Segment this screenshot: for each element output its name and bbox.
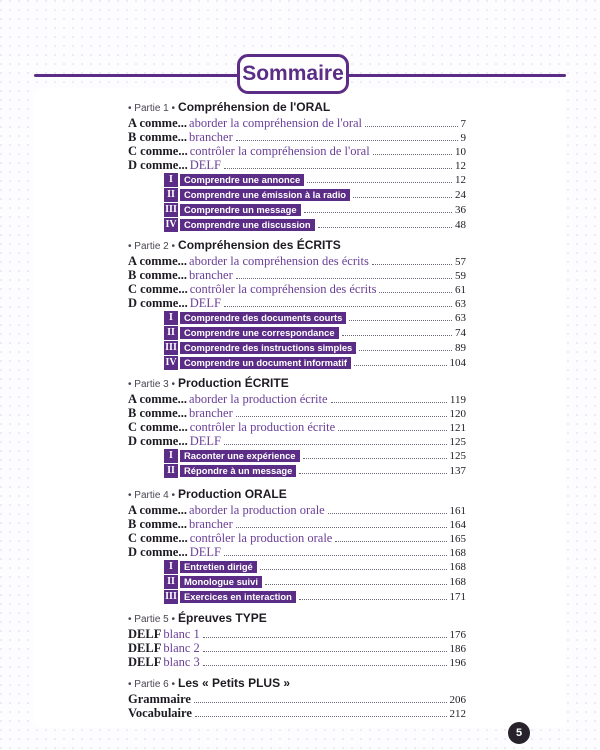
leader-dots [224, 306, 452, 307]
part-prefix: • Partie 1 • [128, 103, 176, 114]
subsection-row[interactable] [164, 589, 466, 604]
toc-row[interactable] [128, 420, 466, 434]
leader-dots [194, 702, 447, 703]
subsection-row[interactable] [164, 187, 466, 202]
row-letter: C comme... [128, 531, 188, 545]
toc-row[interactable] [128, 116, 466, 130]
row-letter: D comme... [128, 296, 188, 310]
section-number: I [164, 173, 178, 187]
section-title: Monologue suivi [180, 576, 262, 588]
section-page: 48 [455, 218, 466, 231]
subsection-row[interactable] [164, 340, 466, 355]
leader-dots [260, 569, 447, 570]
row-letter: D comme... [128, 158, 188, 172]
subsection-row[interactable] [164, 559, 466, 574]
part-2 [128, 238, 466, 370]
leader-dots [354, 365, 446, 366]
row-topic: DELF [189, 158, 221, 172]
row-label: Vocabulaire [128, 706, 192, 720]
toc-row[interactable] [128, 254, 466, 268]
toc-row[interactable] [128, 268, 466, 282]
section-page: 104 [449, 356, 466, 369]
row-page: 212 [449, 708, 466, 720]
leader-dots [236, 416, 447, 417]
section-title: Exercices en interaction [180, 591, 296, 603]
leader-dots [236, 140, 458, 141]
row-letter: B comme... [128, 130, 188, 144]
row-letter: D comme... [128, 545, 188, 559]
section-title: Comprendre un document informatif [180, 357, 351, 369]
leader-dots [224, 168, 452, 169]
row-topic: aborder la production orale [189, 503, 325, 517]
subsection-row[interactable] [164, 448, 466, 463]
row-page: 196 [449, 657, 466, 669]
leader-dots [328, 513, 447, 514]
part-name: Compréhension des ÉCRITS [178, 238, 341, 252]
row-page: 125 [449, 436, 466, 448]
leader-dots [307, 182, 452, 183]
section-page: 125 [449, 449, 466, 462]
row-page: 59 [455, 270, 466, 282]
section-page: 168 [449, 560, 466, 573]
toc-row[interactable] [128, 130, 466, 144]
part-prefix: • Partie 3 • [128, 379, 176, 390]
part-heading [128, 376, 466, 391]
section-number: II [164, 188, 178, 202]
leader-dots [359, 350, 452, 351]
subsection-row[interactable] [164, 217, 466, 232]
row-page: 165 [449, 533, 466, 545]
section-page: 137 [449, 464, 466, 477]
row-topic: blanc 3 [163, 655, 200, 669]
section-number: IV [165, 219, 177, 230]
row-page: 57 [455, 256, 466, 268]
row-topic: contrôler la compréhension des écrits [189, 282, 377, 296]
section-title: Comprendre une émission à la radio [180, 189, 350, 201]
row-topic: blanc 2 [163, 641, 200, 655]
leader-dots [236, 527, 447, 528]
row-topic: brancher [189, 517, 233, 531]
toc-row[interactable] [128, 434, 466, 448]
leader-dots [203, 637, 447, 638]
leader-dots [203, 665, 447, 666]
leader-dots [265, 584, 447, 585]
part-6 [128, 676, 466, 720]
row-letter: B comme... [128, 517, 188, 531]
row-letter: A comme... [128, 116, 188, 130]
part-name: Production ORALE [178, 487, 287, 501]
row-page: 206 [449, 694, 466, 706]
part-name: Compréhension de l'ORAL [178, 100, 331, 114]
section-number: IV [165, 357, 177, 368]
row-page: 161 [449, 505, 466, 517]
subsection-row[interactable] [164, 463, 466, 478]
row-letter: D comme... [128, 434, 188, 448]
part-name: Production ÉCRITE [178, 376, 289, 390]
toc-row[interactable] [128, 503, 466, 517]
section-number: I [164, 449, 178, 463]
leader-dots [335, 541, 446, 542]
section-title: Répondre à un message [180, 465, 296, 477]
leader-dots [224, 444, 447, 445]
subsection-row[interactable] [164, 355, 466, 370]
section-page: 12 [455, 173, 466, 186]
row-topic: DELF [189, 296, 221, 310]
row-page: 186 [449, 643, 466, 655]
section-page: 36 [455, 203, 466, 216]
leader-dots [338, 430, 446, 431]
leader-dots [299, 473, 446, 474]
row-label: Grammaire [128, 692, 191, 706]
row-page: 121 [449, 422, 466, 434]
row-topic: blanc 1 [163, 627, 200, 641]
part-prefix: • Partie 6 • [128, 679, 176, 690]
leader-dots [365, 126, 457, 127]
section-number: I [164, 311, 178, 325]
row-topic: brancher [189, 268, 233, 282]
leader-dots [203, 651, 447, 652]
section-page: 74 [455, 326, 466, 339]
part-prefix: • Partie 4 • [128, 490, 176, 501]
toc-row[interactable] [128, 545, 466, 559]
section-page: 89 [455, 341, 466, 354]
leader-dots [372, 264, 452, 265]
page-number-badge: 5 [508, 722, 530, 744]
section-number: II [164, 326, 178, 340]
section-title: Comprendre une annonce [180, 174, 304, 186]
section-title: Comprendre des instructions simples [180, 342, 356, 354]
page-title: Sommaire [237, 54, 349, 94]
toc-row[interactable] [128, 655, 466, 669]
part-heading [128, 100, 466, 115]
section-title: Entretien dirigé [180, 561, 257, 573]
toc-row[interactable] [128, 296, 466, 310]
toc-row[interactable] [128, 392, 466, 406]
toc-row[interactable] [128, 144, 466, 158]
leader-dots [299, 599, 447, 600]
row-page: 61 [455, 284, 466, 296]
row-page: 168 [449, 547, 466, 559]
section-number: II [164, 464, 178, 478]
row-topic: brancher [189, 130, 233, 144]
leader-dots [224, 555, 447, 556]
section-page: 24 [455, 188, 466, 201]
subsection-row[interactable] [164, 202, 466, 217]
part-prefix: • Partie 2 • [128, 241, 176, 252]
row-label: DELF [128, 627, 162, 641]
leader-dots [373, 154, 452, 155]
row-page: 12 [455, 160, 466, 172]
row-label: DELF [128, 655, 162, 669]
subsection-row[interactable] [164, 172, 466, 187]
leader-dots [303, 458, 447, 459]
row-topic: brancher [189, 406, 233, 420]
part-heading [128, 238, 466, 253]
row-letter: C comme... [128, 282, 188, 296]
part-heading [128, 487, 466, 502]
toc-row[interactable] [128, 158, 466, 172]
row-topic: contrôler la production écrite [189, 420, 336, 434]
section-number: II [164, 575, 178, 589]
part-4 [128, 487, 466, 604]
row-page: 9 [460, 132, 466, 144]
toc-row[interactable] [128, 406, 466, 420]
toc-row[interactable] [128, 282, 466, 296]
row-label: DELF [128, 641, 162, 655]
leader-dots [353, 197, 452, 198]
row-page: 120 [449, 408, 466, 420]
part-name: Épreuves TYPE [178, 611, 267, 625]
section-page: 168 [449, 575, 466, 588]
leader-dots [331, 402, 447, 403]
row-page: 176 [449, 629, 466, 641]
section-title: Comprendre un message [180, 204, 301, 216]
section-number: I [164, 560, 178, 574]
row-letter: A comme... [128, 254, 188, 268]
row-page: 164 [449, 519, 466, 531]
section-title: Comprendre des documents courts [180, 312, 346, 324]
part-3 [128, 376, 466, 478]
part-name: Les « Petits PLUS » [178, 676, 291, 690]
subsection-row[interactable] [164, 310, 466, 325]
part-heading [128, 676, 466, 691]
row-page: 63 [455, 298, 466, 310]
row-letter: A comme... [128, 392, 188, 406]
leader-dots [379, 292, 452, 293]
row-page: 119 [449, 394, 466, 406]
leader-dots [342, 335, 452, 336]
row-topic: DELF [189, 434, 221, 448]
subsection-row[interactable] [164, 325, 466, 340]
row-letter: B comme... [128, 268, 188, 282]
row-letter: B comme... [128, 406, 188, 420]
row-page: 10 [455, 146, 466, 158]
section-number: III [165, 204, 177, 215]
toc-row[interactable] [128, 692, 466, 706]
section-title: Raconter une expérience [180, 450, 300, 462]
part-1 [128, 100, 466, 232]
toc-row[interactable] [128, 517, 466, 531]
row-topic: aborder la compréhension des écrits [189, 254, 369, 268]
row-page: 7 [460, 118, 466, 130]
row-topic: aborder la compréhension de l'oral [189, 116, 363, 130]
section-number: III [165, 591, 177, 602]
section-title: Comprendre une correspondance [180, 327, 339, 339]
toc-row[interactable] [128, 531, 466, 545]
row-letter: C comme... [128, 144, 188, 158]
leader-dots [349, 320, 452, 321]
subsection-row[interactable] [164, 574, 466, 589]
leader-dots [304, 212, 452, 213]
leader-dots [195, 716, 447, 717]
row-topic: aborder la production écrite [189, 392, 328, 406]
toc-row[interactable] [128, 627, 466, 641]
section-page: 63 [455, 311, 466, 324]
row-letter: C comme... [128, 420, 188, 434]
row-topic: contrôler la production orale [189, 531, 333, 545]
row-letter: A comme... [128, 503, 188, 517]
section-number: III [165, 342, 177, 353]
row-topic: DELF [189, 545, 221, 559]
section-page: 171 [449, 590, 466, 603]
row-topic: contrôler la compréhension de l'oral [189, 144, 370, 158]
part-heading [128, 611, 466, 626]
toc-row[interactable] [128, 641, 466, 655]
leader-dots [236, 278, 452, 279]
part-prefix: • Partie 5 • [128, 614, 176, 625]
toc-row[interactable] [128, 706, 466, 720]
leader-dots [318, 227, 452, 228]
section-title: Comprendre une discussion [180, 219, 315, 231]
part-5 [128, 611, 466, 669]
